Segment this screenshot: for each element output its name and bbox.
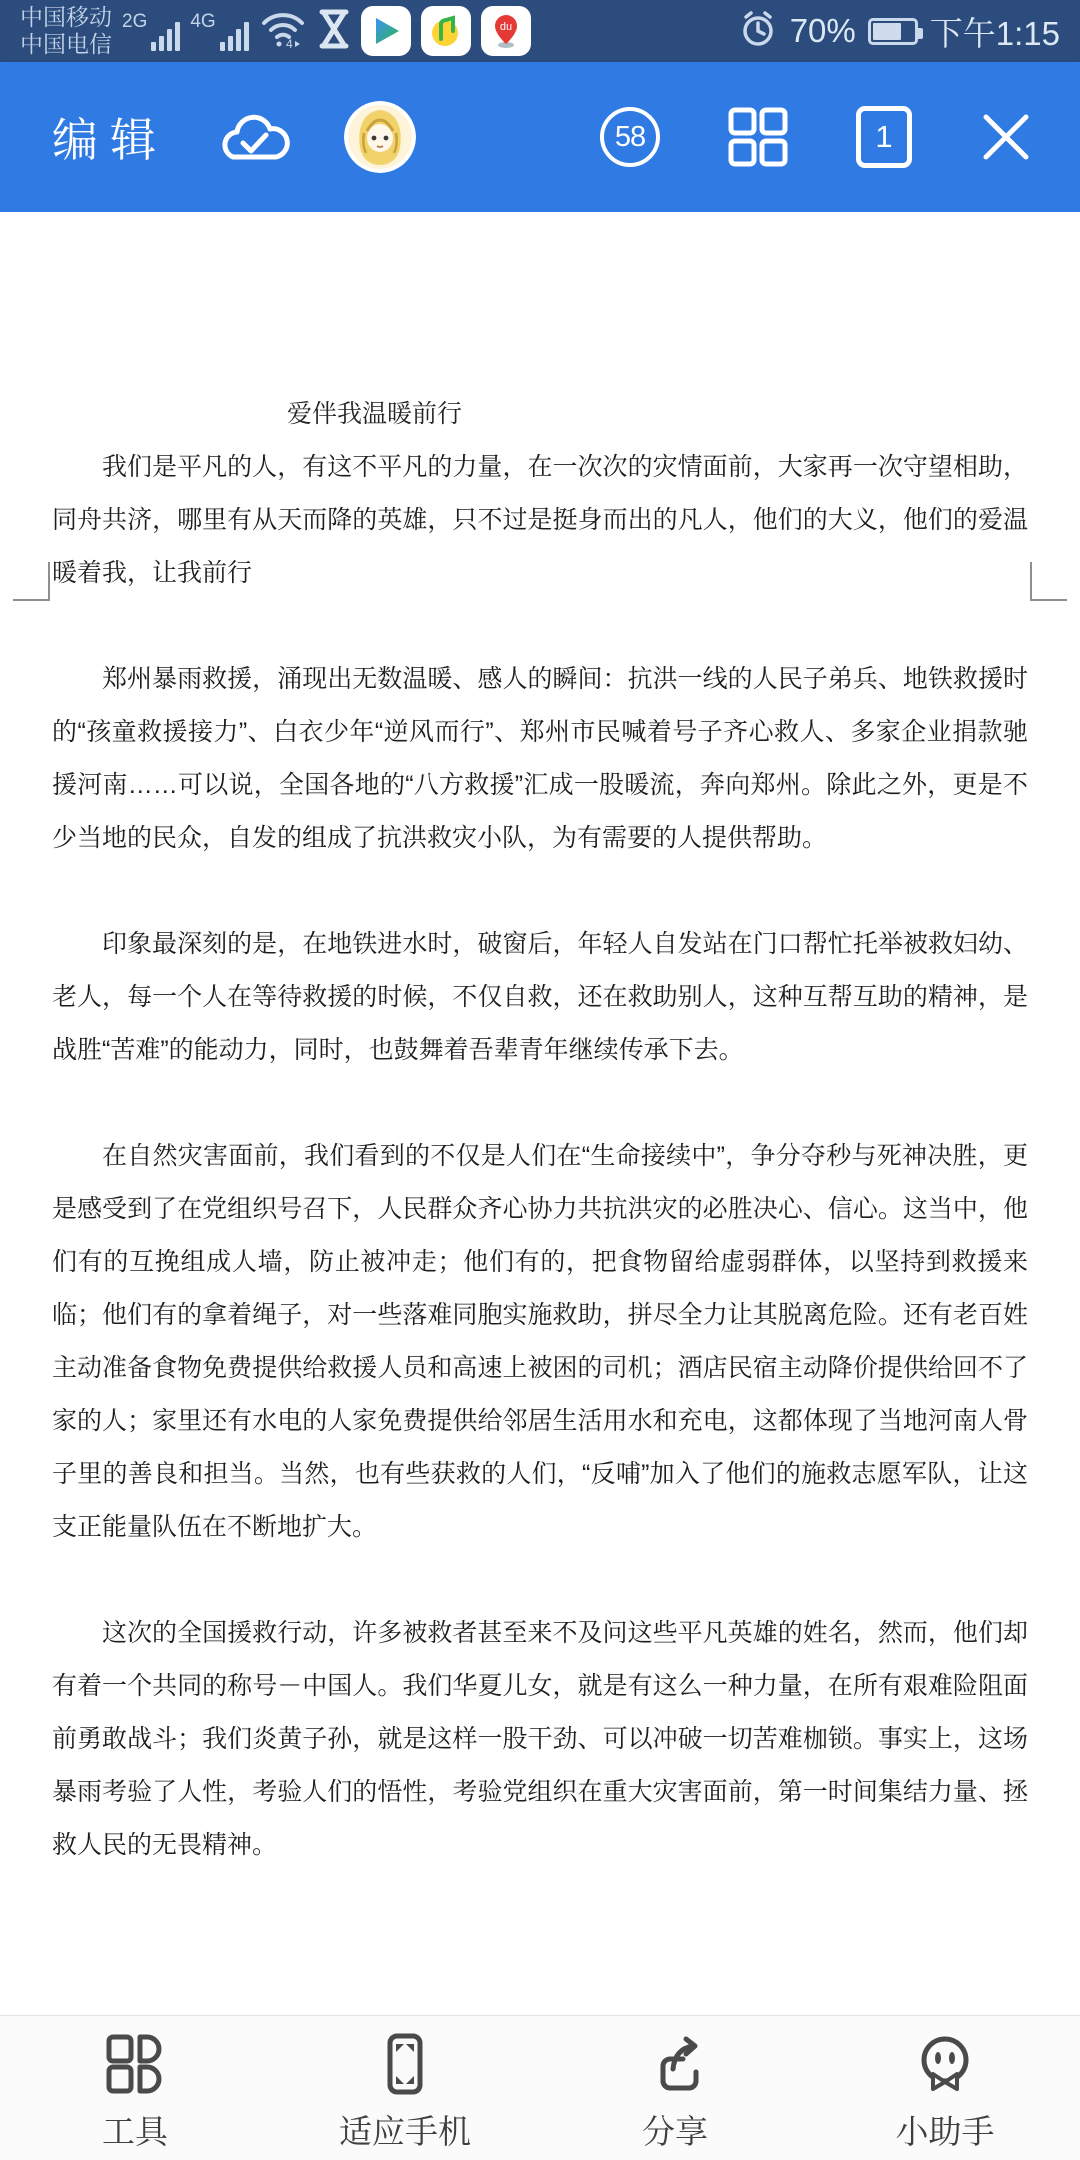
tools-grid-icon bbox=[103, 2032, 167, 2101]
clock-time: 下午1:15 bbox=[929, 14, 1060, 52]
sim1-signal bbox=[122, 11, 180, 51]
battery-percent: 70% bbox=[789, 12, 856, 49]
share-icon bbox=[643, 2032, 707, 2101]
carrier-1: 中国移动 bbox=[20, 4, 112, 30]
wifi-icon bbox=[259, 8, 307, 55]
svg-text:4: 4 bbox=[285, 36, 293, 50]
signal-bars-icon bbox=[151, 21, 180, 51]
status-left bbox=[20, 0, 531, 62]
paragraph: 这次的全国援救行动，许多被救者甚至来不及问这些平凡英雄的姓名，然而，他们却有着一个共同的称号－中国人。我们华夏儿女，就是有这么一种力量，在所有艰难险阻面前勇敢战斗；我们炎黄子孙，就是这样一股干劲、可以冲破一切苦难枷锁。事实上，这场暴雨考验了人性，考验人们的悟性，考验党组织在重大灾害面前，第一时间集结力量、拯救人民的无畏精神。 bbox=[52, 1619, 1028, 1859]
close-icon[interactable] bbox=[978, 109, 1034, 165]
battery-icon bbox=[868, 18, 918, 45]
user-avatar[interactable] bbox=[344, 101, 416, 173]
fit-phone-icon bbox=[373, 2032, 437, 2101]
document-title: 爱伴我温暖前行 bbox=[287, 400, 463, 428]
alarm-clock-icon bbox=[738, 9, 778, 54]
status-right bbox=[738, 8, 1060, 55]
doc-score-badge[interactable]: 58 bbox=[600, 107, 660, 167]
sim2-signal bbox=[190, 11, 248, 51]
assistant-icon bbox=[913, 2032, 977, 2101]
baidu-maps-app-icon bbox=[481, 6, 531, 56]
signal-bars-icon bbox=[220, 21, 249, 51]
document-canvas[interactable] bbox=[0, 212, 1080, 2015]
grid-apps-icon[interactable] bbox=[726, 105, 790, 169]
paragraph: 在自然灾害面前，我们看到的不仅是人们在“生命接续中”，争分夺秒与死神决胜，更是感受到了在党组织号召下，人民群众齐心协力共抗洪灾的必胜决心、信心。这当中，他们有的互挽组成人墙，防止被冲走；他们有的，把食物留给虚弱群体，以坚持到救援来临；他们有的拿着绳子，对一些落难同胞实施救助，拼尽全力让其脱离危险。还有老百姓主动准备食物免费提供给救援人员和高速上被困的司机；酒店民宿主动降价提供给回不了家的人；家里还有水电的人家免费提供给邻居生活用水和充电，这都体现了当地河南人骨子里的善良和担当。当然，也有些获救的人们，“反哺”加入了他们的施救志愿军队，让这支正能量队伍在不断地扩大。 bbox=[52, 1142, 1028, 1541]
assistant-button[interactable] bbox=[810, 2016, 1080, 2160]
svg-text:du: du bbox=[499, 21, 512, 33]
paragraph: 郑州暴雨救援，涌现出无数温暖、感人的瞬间：抗洪一线的人民子弟兵、地铁救援时的“孩童救援接力”、白衣少年“逆风而行”、郑州市民喊着号子齐心救人、多家企业捐款驰援河南……可以说，全国各地的“八方救援”汇成一股暖流，奔向郑州。除此之外，更是不少当地的民众，自发的组成了抗洪救灾小队，为有需要的人提供帮助。 bbox=[52, 665, 1028, 852]
sim2-network-label: 4G bbox=[190, 11, 216, 32]
share-button[interactable] bbox=[540, 2016, 810, 2160]
edit-mode-button[interactable]: 编辑 bbox=[52, 114, 168, 166]
page-margin-corner-left bbox=[13, 562, 50, 601]
paragraph: 我们是平凡的人，有这不平凡的力量，在一次次的灾情面前，大家再一次守望相助，同舟共济，哪里有从天而降的英雄，只不过是挺身而出的凡人，他们的大义，他们的爱温暖着我，让我前行 bbox=[52, 453, 1028, 587]
hourglass-icon bbox=[317, 7, 351, 56]
cloud-check-icon[interactable] bbox=[216, 107, 292, 167]
tencent-video-app-icon bbox=[361, 6, 411, 56]
share-label: 分享 bbox=[642, 2113, 708, 2150]
tools-label: 工具 bbox=[102, 2113, 168, 2150]
tools-button[interactable] bbox=[0, 2016, 270, 2160]
bottom-toolbar bbox=[0, 2015, 1080, 2160]
carrier-names bbox=[20, 4, 112, 58]
app-toolbar bbox=[0, 62, 1080, 212]
qq-music-app-icon bbox=[421, 6, 471, 56]
sim1-network-label: 2G bbox=[122, 11, 148, 32]
paragraph: 印象最深刻的是，在地铁进水时，破窗后，年轻人自发站在门口帮忙托举被救妇幼、老人，每一个人在等待救援的时候，不仅自救，还在救助别人，这种互帮互助的精神，是战胜“苦难”的能动力，同时，也鼓舞着吾辈青年继续传承下去。 bbox=[52, 930, 1028, 1064]
fit-phone-label: 适应手机 bbox=[339, 2113, 471, 2150]
carrier-2: 中国电信 bbox=[20, 31, 112, 57]
status-bar bbox=[0, 0, 1080, 62]
assistant-label: 小助手 bbox=[895, 2113, 995, 2150]
page-margin-corner-right bbox=[1030, 562, 1067, 601]
fit-phone-button[interactable] bbox=[270, 2016, 540, 2160]
page-count-badge[interactable]: 1 bbox=[856, 106, 912, 168]
